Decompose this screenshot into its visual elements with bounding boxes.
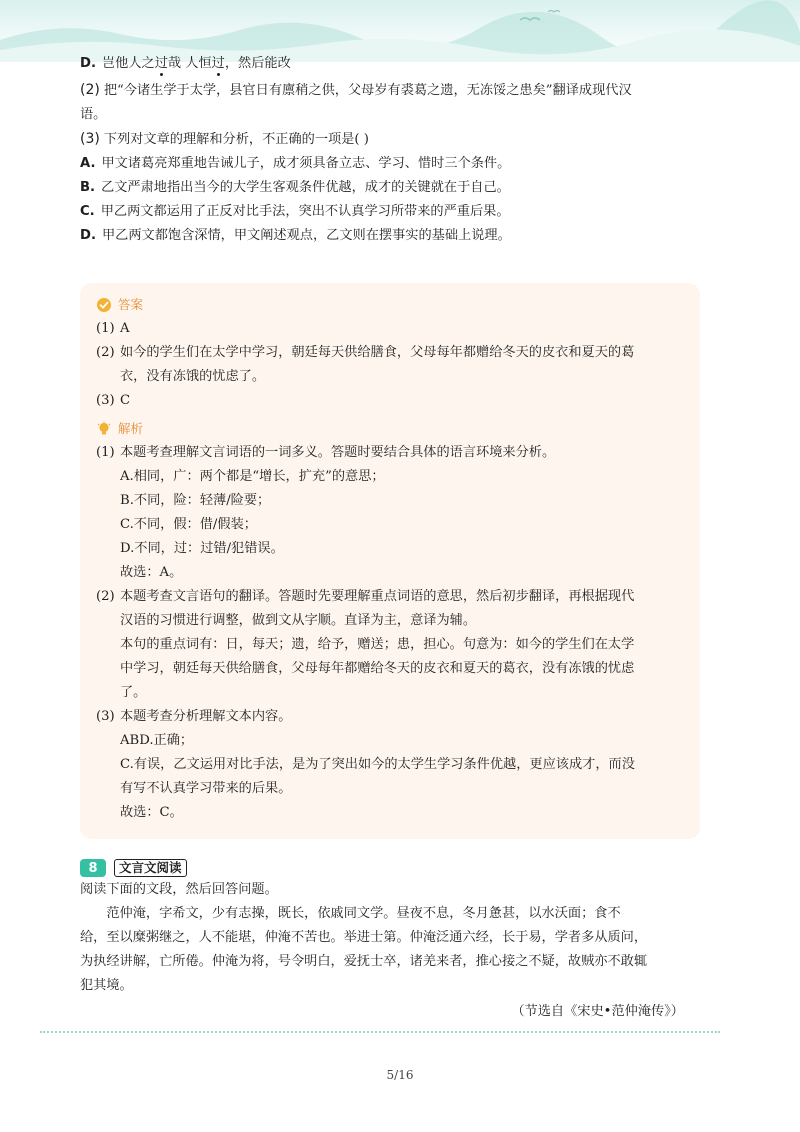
option-a [80, 152, 720, 176]
analysis-number: (2) [96, 589, 115, 604]
option-label: D. [80, 56, 96, 71]
option-text: 甲乙两文都饱含深情，甲文阐述观点，乙文则在摆事实的基础上说理。 [101, 228, 511, 243]
analysis-item-1 [96, 441, 686, 465]
question-text: 下列对文章的理解和分析，不正确的一项是( ) [103, 132, 369, 147]
option-d-q1 [80, 52, 720, 76]
answer-header [96, 293, 686, 317]
option-text: 乙文严肃地指出当今的大学生客观条件优越，成才的关键就在于自己。 [101, 180, 510, 195]
passage-line: 犯其境。 [80, 978, 133, 993]
analysis-title: 解析 [118, 421, 144, 436]
divider [40, 1031, 720, 1033]
answer-item [96, 389, 686, 413]
question-number: (2) [80, 82, 100, 98]
answer-text: A [120, 321, 130, 336]
analysis-line: 汉语的习惯进行调整，做到文从字顺。直译为主，意译为辅。 [120, 613, 477, 628]
option-text: 哉 人恒 [167, 56, 212, 71]
option-label: B. [80, 180, 96, 195]
passage-line: 范仲淹，字希文，少有志操，既长，依戚同文学。昼夜不息，冬月惫甚，以水沃面；食不 [80, 906, 621, 921]
analysis-text: 本题考查理解文言词语的一词多义。答题时要结合具体的语言环境来分析。 [120, 445, 556, 460]
answer-text-cont: 衣，没有冻饿的忧虑了。 [120, 369, 266, 384]
passage-source: （节选自《宋史•范仲淹传》） [511, 1004, 684, 1019]
check-badge-icon [96, 297, 112, 313]
question-3 [80, 127, 720, 152]
option-d [80, 224, 720, 248]
option-label: D. [80, 228, 96, 243]
answer-text: 如今的学生们在太学中学习，朝廷每天供给膳食，父母每年都赠给冬天的皮衣和夏天的葛 [120, 345, 635, 360]
option-c [80, 200, 720, 224]
answer-number: (1) [96, 321, 115, 336]
question-number-badge: 8 [80, 859, 106, 877]
lightbulb-icon [96, 421, 112, 437]
page-number: 5/16 [386, 1068, 414, 1082]
question-8-header [80, 859, 187, 877]
reading-passage [80, 878, 702, 998]
question-number: (3) [80, 131, 100, 147]
answer-text: C [120, 393, 131, 408]
analysis-line: 了。 [120, 685, 147, 700]
analysis-header [96, 417, 686, 441]
emphasis-char: 过 [154, 56, 168, 71]
option-label: A. [80, 156, 96, 171]
analysis-line: ABD.正确； [120, 733, 194, 748]
answer-number: (2) [96, 345, 115, 360]
answer-number: (3) [96, 393, 115, 408]
question-type-tag: 文言文阅读 [114, 859, 187, 877]
analysis-number: (3) [96, 709, 115, 724]
answer-item [96, 317, 686, 341]
emphasis-char: 过 [211, 56, 225, 71]
analysis-line: 本句的重点词有：日，每天；遗，给予，赠送；患，担心。句意为：如今的学生们在太学 [120, 637, 635, 652]
analysis-text: 本题考查分析理解文本内容。 [120, 709, 292, 724]
analysis-item-2 [96, 585, 686, 609]
option-text: 甲文诸葛亮郑重地告诫儿子，成才须具备立志、学习、惜时三个条件。 [101, 156, 511, 171]
analysis-number: (1) [96, 445, 115, 460]
option-text: 甲乙两文都运用了正反对比手法，突出不认真学习所带来的严重后果。 [100, 204, 510, 219]
answer-title: 答案 [118, 297, 144, 312]
option-text: ，然后能改 [224, 56, 291, 71]
analysis-line: C.不同，假：借/假装； [120, 517, 257, 532]
analysis-item-3 [96, 705, 686, 729]
answer-item [96, 341, 686, 365]
question-block [80, 52, 720, 248]
option-b [80, 176, 720, 200]
analysis-text: 本题考查文言语句的翻译。答题时先要理解重点词语的意思，然后初步翻译，再根据现代 [120, 589, 635, 604]
analysis-line: 有写不认真学习带来的后果。 [120, 781, 292, 796]
option-label: C. [80, 204, 95, 219]
instruction-text: 阅读下面的文段，然后回答问题。 [80, 882, 278, 897]
analysis-line: D.不同，过：过错/犯错误。 [120, 541, 284, 556]
passage-line: 给，至以糜粥继之，人不能堪，仲淹不苦也。举进士第。仲淹泛通六经，长于易，学者多从质问， [80, 930, 648, 945]
question-text: 把“今诸生学于太学，县官日有廪稍之供，父母岁有裘葛之遗，无冻馁之患矣”翻译成现代汉 [103, 83, 632, 98]
analysis-line: A.相同，广：两个都是“增长，扩充”的意思； [120, 469, 385, 484]
option-text: 岂他人之 [101, 56, 155, 71]
analysis-line: B.不同，险：轻薄/险要； [120, 493, 271, 508]
passage-line: 为执经讲解，亡所倦。仲淹为将，号令明白，爱抚士卒，诸羌来者，推心接之不疑，故贼亦不敢辄 [80, 954, 648, 969]
analysis-line: C.有误，乙文运用对比手法，是为了突出如今的太学生学习条件优越，更应该成才，而没 [120, 757, 635, 772]
analysis-line: 故选：A。 [120, 565, 183, 580]
question-2-cont: 语。 [80, 107, 107, 122]
question-2 [80, 78, 720, 103]
analysis-line: 中学习，朝廷每天供给膳食，父母每年都赠给冬天的皮衣和夏天的葛衣，没有冻饿的忧虑 [120, 661, 635, 676]
answer-analysis-box [80, 283, 700, 839]
analysis-line: 故选：C。 [120, 805, 183, 820]
